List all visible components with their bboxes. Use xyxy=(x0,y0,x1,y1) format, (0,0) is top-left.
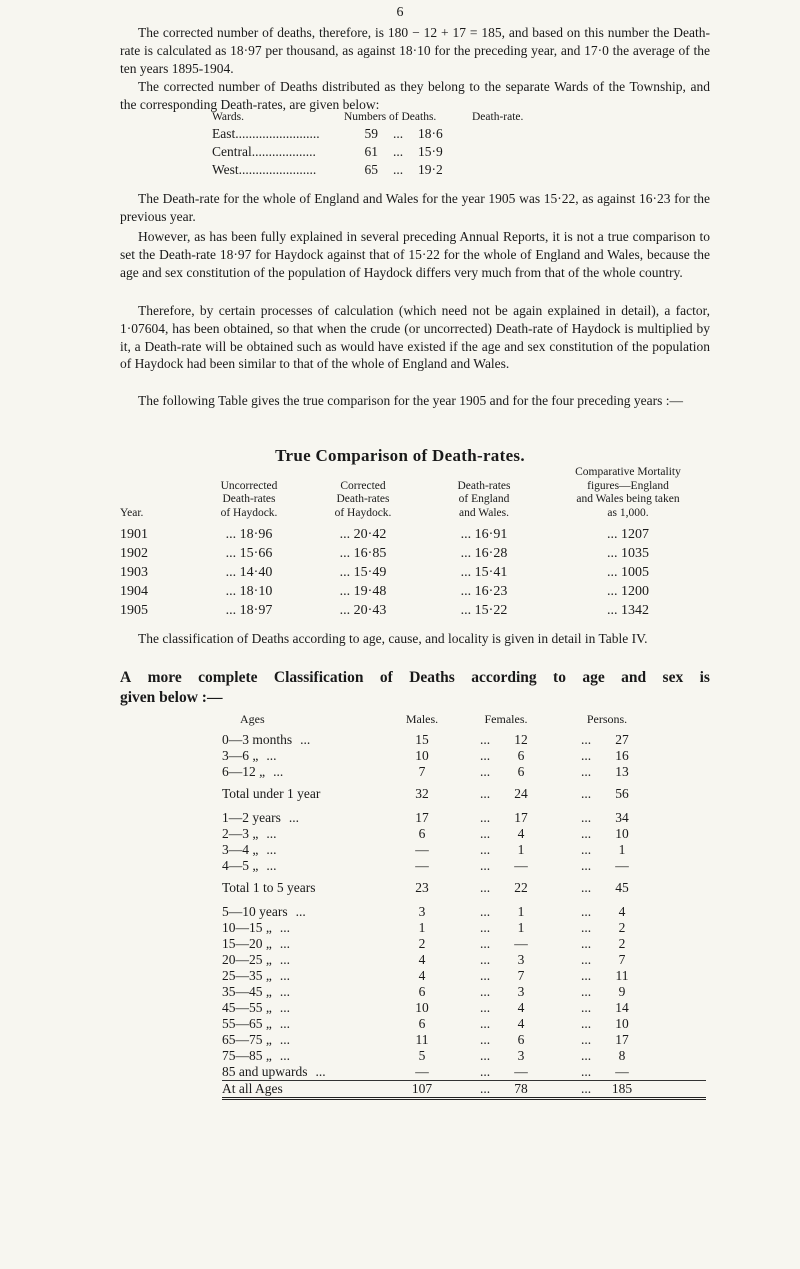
dots: ... xyxy=(266,841,277,857)
header-males: Males. xyxy=(405,712,439,726)
dots: ... xyxy=(295,903,306,919)
heading-word: age xyxy=(582,669,605,686)
heading-word: Classification xyxy=(273,669,364,686)
dots: ... xyxy=(480,731,491,747)
dots: ... xyxy=(225,545,237,561)
dots: ... xyxy=(581,857,592,873)
row-females: 6 xyxy=(517,1031,525,1047)
age-table-body xyxy=(222,732,742,1100)
cell-england: 16·23 xyxy=(474,583,508,599)
cell-uncorrected: 14·40 xyxy=(239,564,273,580)
row-persons: 1 xyxy=(618,841,626,857)
row-persons: 45 xyxy=(615,879,629,895)
dots: ... xyxy=(581,1063,592,1079)
row-females: — xyxy=(514,1063,528,1079)
age-row xyxy=(222,984,742,1000)
cell-uncorrected: 18·97 xyxy=(239,602,273,618)
cell-corrected: 15·49 xyxy=(353,564,387,580)
row-males: 7 xyxy=(418,763,426,779)
paragraph-not-true-comparison: However, as has been fully explained in several preceding Annual Reports, it is not a true comparison to set the Death-rate 18·97 for Haydock against that of 15·22 for the whole of England and Wales, because the age and sex constitution of the population of Haydock differs very much from that of the whole country. xyxy=(120,229,710,280)
wards-table xyxy=(212,110,552,179)
dots: ... xyxy=(480,785,491,801)
dots: ... xyxy=(266,825,277,841)
dots: ... xyxy=(279,919,290,935)
comparison-row-1901 xyxy=(120,525,720,544)
dots: ... xyxy=(480,1063,491,1079)
row-females: 17 xyxy=(514,809,528,825)
comparison-table xyxy=(120,466,720,620)
header-comparative-mortality: Comparative Mortality figures—England and Wales being taken as 1,000. xyxy=(575,466,681,519)
ward-rate: 19·2 xyxy=(418,161,443,177)
dots: ... xyxy=(480,935,491,951)
dots: ... xyxy=(480,951,491,967)
row-males: 6 xyxy=(418,983,426,999)
dots: ... xyxy=(460,564,472,580)
row-age-label: 75—85 „ xyxy=(222,1047,272,1063)
age-row xyxy=(222,1032,742,1048)
age-row xyxy=(222,810,742,826)
dots: ... xyxy=(607,545,618,561)
cell-england: 16·91 xyxy=(474,526,508,542)
row-males: 2 xyxy=(418,935,426,951)
row-males: 23 xyxy=(415,879,429,895)
row-females: 12 xyxy=(514,731,528,747)
ward-separator: ... xyxy=(392,126,404,142)
age-row xyxy=(222,920,742,936)
row-persons: — xyxy=(615,1063,629,1079)
age-row xyxy=(222,1064,742,1080)
row-age-label: 3—6 „ xyxy=(222,747,259,763)
dots: ... xyxy=(279,1015,290,1031)
dots: ... xyxy=(607,526,618,542)
row-males: 11 xyxy=(415,1031,429,1047)
dots: ... xyxy=(279,999,290,1015)
dots: ... xyxy=(581,999,592,1015)
dots: ... xyxy=(480,879,491,895)
wards-table-header xyxy=(212,110,552,125)
classification-heading-line2: given below :— xyxy=(120,689,223,707)
comparison-row-1904 xyxy=(120,582,720,601)
age-sex-table xyxy=(222,712,742,1100)
dots: ... xyxy=(225,526,237,542)
row-females: 78 xyxy=(514,1080,528,1096)
header-wards: Wards. xyxy=(212,111,244,123)
heading-word: of xyxy=(379,669,393,686)
dots: ... xyxy=(266,857,277,873)
row-age-label: 25—35 „ xyxy=(222,967,272,983)
row-females: 7 xyxy=(517,967,525,983)
age-row xyxy=(222,764,742,780)
dots: ... xyxy=(480,903,491,919)
row-females: 22 xyxy=(514,879,528,895)
cell-year: 1903 xyxy=(120,564,148,580)
row-persons: 16 xyxy=(615,747,629,763)
row-persons: 10 xyxy=(615,1015,629,1031)
heading-word: sex xyxy=(662,669,684,686)
row-persons: 2 xyxy=(618,935,626,951)
row-females: 3 xyxy=(517,951,525,967)
age-row xyxy=(222,842,742,858)
header-females: Females. xyxy=(484,712,528,726)
dots: ... xyxy=(581,903,592,919)
grand-total-row xyxy=(222,1081,742,1097)
row-males: 6 xyxy=(418,1015,426,1031)
paragraph-following-table: The following Table gives the true comparison for the year 1905 and for the four preceding years :— xyxy=(138,393,684,408)
dots: ... xyxy=(581,983,592,999)
total-row xyxy=(222,786,742,802)
dots: ... xyxy=(288,809,299,825)
dot-leader: ....................... xyxy=(238,161,317,177)
row-males: 10 xyxy=(415,747,429,763)
age-row xyxy=(222,1000,742,1016)
dots: ... xyxy=(480,841,491,857)
dots: ... xyxy=(480,1080,491,1096)
row-age-label: 85 and upwards xyxy=(222,1063,308,1079)
row-females: 3 xyxy=(517,1047,525,1063)
dots: ... xyxy=(581,1080,592,1096)
dots: ... xyxy=(581,731,592,747)
dots: ... xyxy=(480,763,491,779)
ward-name: Central xyxy=(212,143,252,159)
row-persons: 13 xyxy=(615,763,629,779)
row-age-label: Total 1 to 5 years xyxy=(222,879,316,895)
comparison-row-1905 xyxy=(120,601,720,620)
page-number: 6 xyxy=(396,5,404,20)
dots: ... xyxy=(581,967,592,983)
header-death-rate: Death-rate. xyxy=(472,111,524,123)
row-persons: — xyxy=(615,857,629,873)
wards-row-east xyxy=(212,125,552,143)
age-row xyxy=(222,968,742,984)
ward-separator: ... xyxy=(392,143,404,159)
row-males: — xyxy=(415,841,429,857)
row-persons: 185 xyxy=(611,1080,633,1096)
dots: ... xyxy=(480,1015,491,1031)
cell-corrected: 20·43 xyxy=(353,602,387,618)
dots: ... xyxy=(480,825,491,841)
row-males: 4 xyxy=(418,951,426,967)
wards-row-west xyxy=(212,161,552,179)
heading-word: to xyxy=(553,669,566,686)
header-uncorrected: Uncorrected Death-rates of Haydock. xyxy=(220,479,278,519)
row-persons: 34 xyxy=(615,809,629,825)
dots: ... xyxy=(266,747,277,763)
dots: ... xyxy=(460,545,472,561)
row-males: — xyxy=(415,1063,429,1079)
cell-year: 1902 xyxy=(120,545,148,561)
row-persons: 8 xyxy=(618,1047,626,1063)
row-age-label: 20—25 „ xyxy=(222,951,272,967)
paragraph-corrected-deaths: The corrected number of deaths, therefore, is 180 − 12 + 17 = 185, and based on this number the Death-rate is calculated as 18·97 per thousand, as against 18·10 for the preceding year, and 17·0 the average of the ten years 1895-1904. xyxy=(120,25,710,76)
row-persons: 4 xyxy=(618,903,626,919)
cell-england: 15·22 xyxy=(474,602,508,618)
classification-heading xyxy=(120,668,710,708)
cell-uncorrected: 18·96 xyxy=(239,526,273,542)
dots: ... xyxy=(581,747,592,763)
ward-name: East xyxy=(212,126,236,142)
row-age-label: 10—15 „ xyxy=(222,919,272,935)
dots: ... xyxy=(480,809,491,825)
heading-word: and xyxy=(621,669,647,686)
row-age-label: 1—2 years xyxy=(222,809,281,825)
age-row xyxy=(222,952,742,968)
dots: ... xyxy=(225,602,237,618)
row-males: 107 xyxy=(411,1080,433,1096)
cell-uncorrected: 15·66 xyxy=(239,545,273,561)
dots: ... xyxy=(480,1031,491,1047)
cell-mortality: 1207 xyxy=(621,526,649,542)
row-persons: 9 xyxy=(618,983,626,999)
paragraph-england-rate: The Death-rate for the whole of England and Wales for the year 1905 was 15·22, as against 16·23 for the previous year. xyxy=(120,191,710,224)
total-row xyxy=(222,880,742,896)
row-males: 5 xyxy=(418,1047,426,1063)
cell-corrected: 16·85 xyxy=(353,545,387,561)
classification-heading-line1 xyxy=(120,668,710,688)
row-age-label: 3—4 „ xyxy=(222,841,259,857)
paragraph-factor: Therefore, by certain processes of calculation (which need not be again explained in detail), a factor, 1·07604, has been obtained, so that when the crude (or uncorrected) Death-rate of Haydock is multiplied by it, a Death-rate will be obtained such as would have existed if the age and sex constitution of the population of Haydock had been similar to that of the whole of England and Wales. xyxy=(120,303,710,372)
row-males: 10 xyxy=(415,999,429,1015)
cell-mortality: 1342 xyxy=(621,602,649,618)
ward-deaths: 61 xyxy=(364,143,378,159)
ward-deaths: 65 xyxy=(364,161,378,177)
row-persons: 7 xyxy=(618,951,626,967)
dots: ... xyxy=(480,1047,491,1063)
row-persons: 10 xyxy=(615,825,629,841)
ward-rate: 18·6 xyxy=(418,126,443,142)
dot-leader: ................... xyxy=(251,143,316,159)
header-corrected: Corrected Death-rates of Haydock. xyxy=(334,479,392,519)
dots: ... xyxy=(480,967,491,983)
dots: ... xyxy=(225,583,237,599)
comparison-table-header xyxy=(120,466,720,520)
row-persons: 17 xyxy=(615,1031,629,1047)
dots: ... xyxy=(581,1015,592,1031)
age-row xyxy=(222,1048,742,1064)
header-persons: Persons. xyxy=(586,712,628,726)
row-age-label: Total under 1 year xyxy=(222,785,321,801)
row-age-label: 15—20 „ xyxy=(222,935,272,951)
row-age-label: 35—45 „ xyxy=(222,983,272,999)
row-females: 6 xyxy=(517,747,525,763)
row-males: 3 xyxy=(418,903,426,919)
row-females: 4 xyxy=(517,825,525,841)
row-females: 24 xyxy=(514,785,528,801)
row-females: 1 xyxy=(517,903,525,919)
comparison-row-1903 xyxy=(120,563,720,582)
dots: ... xyxy=(279,1031,290,1047)
row-males: 15 xyxy=(415,731,429,747)
header-number-of-deaths: Numbers of Deaths. xyxy=(344,111,437,123)
dots: ... xyxy=(480,857,491,873)
dot-leader: ......................... xyxy=(235,126,320,142)
cell-year: 1905 xyxy=(120,602,148,618)
row-females: 3 xyxy=(517,983,525,999)
dots: ... xyxy=(279,983,290,999)
age-table-header xyxy=(222,712,742,728)
age-row xyxy=(222,936,742,952)
cell-mortality: 1005 xyxy=(621,564,649,580)
row-persons: 11 xyxy=(615,967,629,983)
dots: ... xyxy=(581,809,592,825)
dots: ... xyxy=(339,583,351,599)
age-row xyxy=(222,732,742,748)
cell-england: 15·41 xyxy=(474,564,508,580)
heading-word: complete xyxy=(198,669,258,686)
row-age-label: 4—5 „ xyxy=(222,857,259,873)
dots: ... xyxy=(339,545,351,561)
row-females: 6 xyxy=(517,763,525,779)
row-age-label: 5—10 years xyxy=(222,903,288,919)
cell-england: 16·28 xyxy=(474,545,508,561)
header-ages: Ages xyxy=(240,712,265,726)
row-females: — xyxy=(514,935,528,951)
row-males: 17 xyxy=(415,809,429,825)
ward-deaths: 59 xyxy=(364,126,378,142)
dots: ... xyxy=(279,951,290,967)
heading-word: more xyxy=(147,669,182,686)
row-females: 1 xyxy=(517,919,525,935)
dots: ... xyxy=(279,935,290,951)
dots: ... xyxy=(225,564,237,580)
dots: ... xyxy=(480,919,491,935)
row-age-label: 2—3 „ xyxy=(222,825,259,841)
age-row xyxy=(222,748,742,764)
row-age-label: 55—65 „ xyxy=(222,1015,272,1031)
dots: ... xyxy=(607,564,618,580)
row-persons: 56 xyxy=(615,785,629,801)
dots: ... xyxy=(607,602,618,618)
dots: ... xyxy=(607,583,618,599)
dots: ... xyxy=(460,583,472,599)
dots: ... xyxy=(581,879,592,895)
row-males: 4 xyxy=(418,967,426,983)
dots: ... xyxy=(273,763,284,779)
row-males: 32 xyxy=(415,785,429,801)
cell-mortality: 1035 xyxy=(621,545,649,561)
cell-corrected: 19·48 xyxy=(353,583,387,599)
age-row xyxy=(222,826,742,842)
ward-name: West xyxy=(212,161,239,177)
dots: ... xyxy=(581,841,592,857)
row-age-label: 6—12 „ xyxy=(222,763,266,779)
dots: ... xyxy=(581,825,592,841)
dots: ... xyxy=(279,1047,290,1063)
heading-word: is xyxy=(699,669,710,686)
dots: ... xyxy=(460,602,472,618)
dots: ... xyxy=(581,1031,592,1047)
dots: ... xyxy=(460,526,472,542)
dots: ... xyxy=(480,983,491,999)
row-age-label: 65—75 „ xyxy=(222,1031,272,1047)
heading-word: A xyxy=(120,669,132,686)
row-age-label: 0—3 months xyxy=(222,731,293,747)
row-females: 4 xyxy=(517,1015,525,1031)
row-persons: 2 xyxy=(618,919,626,935)
comparison-table-title: True Comparison of Death-rates. xyxy=(275,446,525,465)
dots: ... xyxy=(581,919,592,935)
comparison-row-1902 xyxy=(120,544,720,563)
dots: ... xyxy=(339,526,351,542)
header-year: Year. xyxy=(120,506,144,519)
dots: ... xyxy=(300,731,311,747)
row-females: — xyxy=(514,857,528,873)
heading-word: according xyxy=(471,669,537,686)
cell-corrected: 20·42 xyxy=(353,526,387,542)
dots: ... xyxy=(339,602,351,618)
dots: ... xyxy=(315,1063,326,1079)
row-males: 6 xyxy=(418,825,426,841)
row-females: 4 xyxy=(517,999,525,1015)
dots: ... xyxy=(581,785,592,801)
wards-row-central xyxy=(212,143,552,161)
row-persons: 27 xyxy=(615,731,629,747)
cell-mortality: 1200 xyxy=(621,583,649,599)
paragraph-classification-detail: The classification of Deaths according to age, cause, and locality is given in detail in Table IV. xyxy=(138,631,648,646)
dots: ... xyxy=(581,1047,592,1063)
age-row xyxy=(222,858,742,874)
header-england: Death-rates of England and Wales. xyxy=(457,479,511,519)
dots: ... xyxy=(480,999,491,1015)
cell-uncorrected: 18·10 xyxy=(239,583,273,599)
row-males: — xyxy=(415,857,429,873)
dots: ... xyxy=(339,564,351,580)
row-persons: 14 xyxy=(615,999,629,1015)
row-age-label: At all Ages xyxy=(222,1080,283,1096)
ward-rate: 15·9 xyxy=(418,143,443,159)
row-females: 1 xyxy=(517,841,525,857)
paragraph-wards-intro: The corrected number of Deaths distributed as they belong to the separate Wards of the Township, and the corresponding Death-rates, are given below: xyxy=(120,79,710,112)
row-age-label: 45—55 „ xyxy=(222,999,272,1015)
age-row xyxy=(222,1016,742,1032)
cell-year: 1904 xyxy=(120,583,148,599)
dots: ... xyxy=(581,763,592,779)
heading-word: Deaths xyxy=(409,669,455,686)
age-row xyxy=(222,904,742,920)
dots: ... xyxy=(581,935,592,951)
cell-year: 1901 xyxy=(120,526,148,542)
dots: ... xyxy=(581,951,592,967)
dots: ... xyxy=(279,967,290,983)
ward-separator: ... xyxy=(392,161,404,177)
row-males: 1 xyxy=(418,919,426,935)
dots: ... xyxy=(480,747,491,763)
